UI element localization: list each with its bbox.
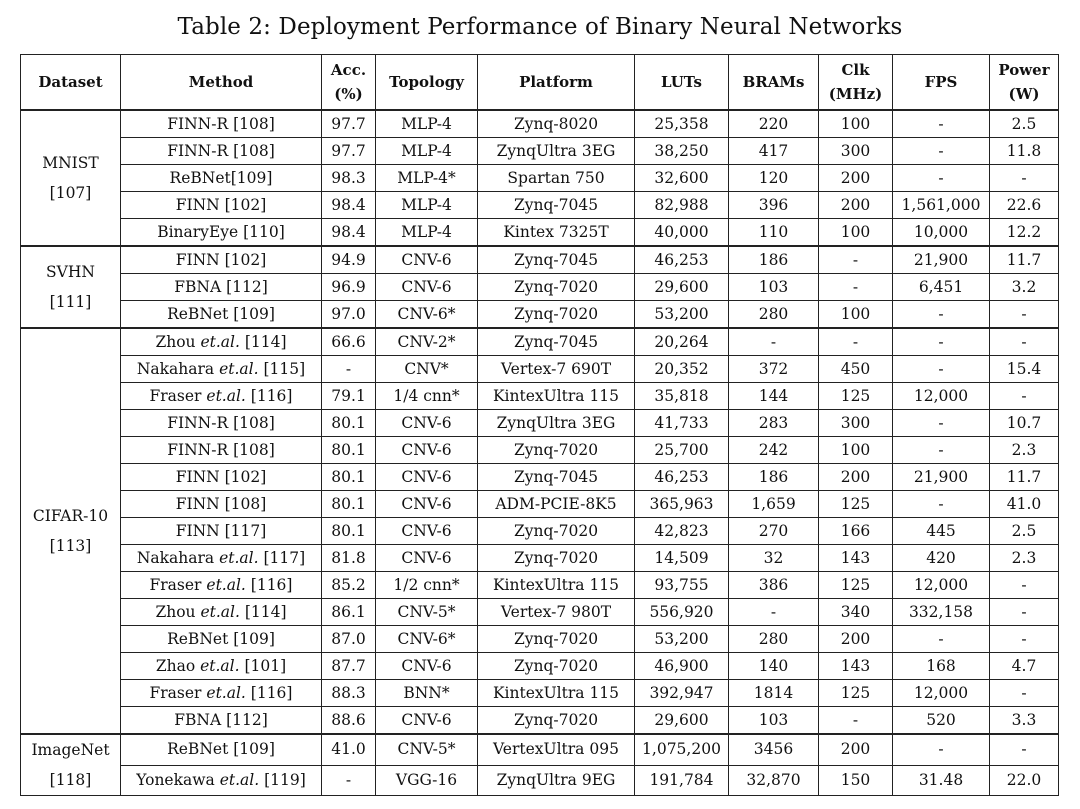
- table-row: [21, 437, 1059, 464]
- table-row: [21, 219, 1059, 247]
- cell-topology: CNV-6: [376, 545, 478, 572]
- cell-acc: 66.6: [322, 328, 376, 356]
- cell-clk: 200: [819, 734, 893, 765]
- cell-platform: KintexUltra 115: [478, 572, 635, 599]
- cell-fps: 21,900: [893, 246, 990, 274]
- cell-brams: 417: [729, 138, 819, 165]
- cell-platform: ZynqUltra 9EG: [478, 765, 635, 795]
- cell-topology: VGG-16: [376, 765, 478, 795]
- cell-acc: 98.4: [322, 219, 376, 247]
- cell-acc: 98.3: [322, 165, 376, 192]
- cell-brams: 186: [729, 246, 819, 274]
- cell-platform: Vertex-7 980T: [478, 599, 635, 626]
- cell-luts: 14,509: [635, 545, 729, 572]
- header-power-line2: (W): [1008, 85, 1040, 103]
- table-row: [21, 274, 1059, 301]
- cell-clk: 166: [819, 518, 893, 545]
- table-row: [21, 356, 1059, 383]
- cell-luts: 40,000: [635, 219, 729, 247]
- table-row: [21, 545, 1059, 572]
- cell-power: -: [990, 572, 1059, 599]
- cell-topology: 1/2 cnn*: [376, 572, 478, 599]
- cell-fps: -: [893, 734, 990, 765]
- cell-luts: 29,600: [635, 707, 729, 735]
- cell-clk: 143: [819, 545, 893, 572]
- cell-power: 22.0: [990, 765, 1059, 795]
- header-topology: Topology: [376, 55, 478, 111]
- cell-luts: 46,253: [635, 246, 729, 274]
- cell-platform: Zynq-7020: [478, 518, 635, 545]
- cell-brams: 220: [729, 110, 819, 138]
- cell-luts: 29,600: [635, 274, 729, 301]
- cell-luts: 53,200: [635, 626, 729, 653]
- cell-luts: 46,900: [635, 653, 729, 680]
- cell-method: Zhao et.al. [101]: [121, 653, 322, 680]
- cell-luts: 32,600: [635, 165, 729, 192]
- cell-topology: CNV-6: [376, 410, 478, 437]
- header-acc: [322, 55, 376, 111]
- cell-power: -: [990, 328, 1059, 356]
- dataset-citation: [118]: [49, 771, 92, 789]
- cell-luts: 1,075,200: [635, 734, 729, 765]
- cell-brams: 110: [729, 219, 819, 247]
- table-row: [21, 192, 1059, 219]
- cell-method: ReBNet [109]: [121, 734, 322, 765]
- cell-clk: 450: [819, 356, 893, 383]
- cell-power: -: [990, 383, 1059, 410]
- cell-method: ReBNet [109]: [121, 301, 322, 329]
- cell-fps: 1,561,000: [893, 192, 990, 219]
- cell-power: 2.5: [990, 518, 1059, 545]
- header-clk: [819, 55, 893, 111]
- cell-method: ReBNet [109]: [121, 626, 322, 653]
- cell-brams: 186: [729, 464, 819, 491]
- cell-method: Fraser et.al. [116]: [121, 572, 322, 599]
- cell-platform: Zynq-7020: [478, 274, 635, 301]
- cell-brams: 32,870: [729, 765, 819, 795]
- cell-method: ReBNet[109]: [121, 165, 322, 192]
- cell-topology: CNV*: [376, 356, 478, 383]
- cell-method: Fraser et.al. [116]: [121, 680, 322, 707]
- cell-clk: -: [819, 274, 893, 301]
- cell-acc: 86.1: [322, 599, 376, 626]
- cell-platform: KintexUltra 115: [478, 680, 635, 707]
- cell-fps: 168: [893, 653, 990, 680]
- cell-power: -: [990, 626, 1059, 653]
- cell-method: FINN [117]: [121, 518, 322, 545]
- dataset-cell: [21, 328, 121, 734]
- cell-method: Fraser et.al. [116]: [121, 383, 322, 410]
- cell-acc: 41.0: [322, 734, 376, 765]
- cell-method: Nakahara et.al. [115]: [121, 356, 322, 383]
- header-clk-line1: Clk: [841, 61, 870, 79]
- cell-method: FINN [108]: [121, 491, 322, 518]
- cell-brams: 144: [729, 383, 819, 410]
- dataset-citation: [113]: [49, 537, 92, 555]
- cell-acc: 80.1: [322, 437, 376, 464]
- cell-clk: 300: [819, 410, 893, 437]
- table-row: [21, 464, 1059, 491]
- header-power: [990, 55, 1059, 111]
- cell-platform: Zynq-7045: [478, 464, 635, 491]
- cell-method: FBNA [112]: [121, 707, 322, 735]
- table-row: [21, 110, 1059, 138]
- cell-power: 3.2: [990, 274, 1059, 301]
- cell-clk: -: [819, 328, 893, 356]
- table-row: [21, 707, 1059, 735]
- cell-fps: 445: [893, 518, 990, 545]
- cell-clk: -: [819, 246, 893, 274]
- cell-power: 2.3: [990, 545, 1059, 572]
- cell-brams: 270: [729, 518, 819, 545]
- cell-fps: 21,900: [893, 464, 990, 491]
- cell-acc: 85.2: [322, 572, 376, 599]
- cell-clk: 125: [819, 572, 893, 599]
- cell-fps: 420: [893, 545, 990, 572]
- cell-acc: 87.0: [322, 626, 376, 653]
- cell-fps: -: [893, 328, 990, 356]
- cell-topology: CNV-6: [376, 437, 478, 464]
- cell-clk: 200: [819, 626, 893, 653]
- cell-clk: 100: [819, 437, 893, 464]
- cell-fps: -: [893, 626, 990, 653]
- table-row: [21, 765, 1059, 795]
- cell-acc: 98.4: [322, 192, 376, 219]
- table-row: [21, 680, 1059, 707]
- table-row: [21, 410, 1059, 437]
- cell-topology: 1/4 cnn*: [376, 383, 478, 410]
- cell-fps: 10,000: [893, 219, 990, 247]
- cell-fps: -: [893, 110, 990, 138]
- cell-method: Yonekawa et.al. [119]: [121, 765, 322, 795]
- table-row: [21, 572, 1059, 599]
- cell-clk: 125: [819, 680, 893, 707]
- cell-acc: 94.9: [322, 246, 376, 274]
- cell-power: 2.5: [990, 110, 1059, 138]
- table-row: [21, 328, 1059, 356]
- cell-brams: 242: [729, 437, 819, 464]
- cell-acc: 88.3: [322, 680, 376, 707]
- table-row: [21, 383, 1059, 410]
- cell-fps: -: [893, 138, 990, 165]
- cell-acc: 97.7: [322, 110, 376, 138]
- cell-clk: 143: [819, 653, 893, 680]
- cell-topology: CNV-6: [376, 653, 478, 680]
- dataset-name: CIFAR-10: [32, 507, 109, 525]
- header-brams: BRAMs: [729, 55, 819, 111]
- dataset-citation: [107]: [49, 184, 92, 202]
- cell-topology: MLP-4: [376, 110, 478, 138]
- table-row: [21, 626, 1059, 653]
- performance-table: [20, 54, 1059, 796]
- cell-acc: 80.1: [322, 491, 376, 518]
- cell-luts: 25,700: [635, 437, 729, 464]
- header-luts: LUTs: [635, 55, 729, 111]
- cell-acc: -: [322, 356, 376, 383]
- cell-clk: 200: [819, 464, 893, 491]
- cell-topology: MLP-4: [376, 138, 478, 165]
- cell-platform: Zynq-7020: [478, 301, 635, 329]
- cell-topology: CNV-6: [376, 274, 478, 301]
- cell-acc: 97.0: [322, 301, 376, 329]
- cell-method: FINN [102]: [121, 464, 322, 491]
- cell-method: FINN-R [108]: [121, 410, 322, 437]
- cell-power: 41.0: [990, 491, 1059, 518]
- cell-power: 15.4: [990, 356, 1059, 383]
- cell-clk: 150: [819, 765, 893, 795]
- cell-brams: 280: [729, 301, 819, 329]
- dataset-name: MNIST: [42, 154, 99, 172]
- cell-acc: 96.9: [322, 274, 376, 301]
- cell-brams: 386: [729, 572, 819, 599]
- cell-fps: -: [893, 491, 990, 518]
- cell-platform: Vertex-7 690T: [478, 356, 635, 383]
- cell-fps: -: [893, 437, 990, 464]
- header-fps: FPS: [893, 55, 990, 111]
- cell-brams: -: [729, 599, 819, 626]
- cell-brams: 396: [729, 192, 819, 219]
- dataset-citation: [111]: [49, 293, 92, 311]
- cell-brams: 1814: [729, 680, 819, 707]
- header-row: [21, 55, 1059, 111]
- cell-luts: 41,733: [635, 410, 729, 437]
- cell-fps: 6,451: [893, 274, 990, 301]
- header-acc-line2: (%): [334, 85, 363, 103]
- cell-topology: CNV-6: [376, 491, 478, 518]
- cell-clk: 100: [819, 301, 893, 329]
- cell-topology: CNV-6: [376, 707, 478, 735]
- table-row: [21, 138, 1059, 165]
- cell-brams: 103: [729, 707, 819, 735]
- cell-acc: 88.6: [322, 707, 376, 735]
- table-row: [21, 491, 1059, 518]
- cell-brams: 120: [729, 165, 819, 192]
- cell-method: Zhou et.al. [114]: [121, 328, 322, 356]
- cell-topology: CNV-2*: [376, 328, 478, 356]
- header-dataset: Dataset: [21, 55, 121, 111]
- cell-luts: 20,352: [635, 356, 729, 383]
- cell-fps: -: [893, 165, 990, 192]
- cell-fps: -: [893, 301, 990, 329]
- cell-luts: 42,823: [635, 518, 729, 545]
- table-row: [21, 301, 1059, 329]
- cell-topology: CNV-6: [376, 246, 478, 274]
- cell-platform: Zynq-7045: [478, 246, 635, 274]
- cell-clk: 125: [819, 491, 893, 518]
- cell-topology: CNV-5*: [376, 734, 478, 765]
- cell-topology: CNV-5*: [376, 599, 478, 626]
- cell-luts: 556,920: [635, 599, 729, 626]
- table-row: [21, 246, 1059, 274]
- cell-luts: 25,358: [635, 110, 729, 138]
- cell-power: 22.6: [990, 192, 1059, 219]
- cell-platform: Zynq-7020: [478, 707, 635, 735]
- cell-clk: -: [819, 707, 893, 735]
- cell-brams: 32: [729, 545, 819, 572]
- cell-brams: 140: [729, 653, 819, 680]
- cell-fps: 520: [893, 707, 990, 735]
- cell-brams: 103: [729, 274, 819, 301]
- cell-power: -: [990, 680, 1059, 707]
- cell-topology: CNV-6*: [376, 626, 478, 653]
- cell-brams: 280: [729, 626, 819, 653]
- cell-platform: KintexUltra 115: [478, 383, 635, 410]
- cell-power: 10.7: [990, 410, 1059, 437]
- cell-power: 4.7: [990, 653, 1059, 680]
- cell-fps: 12,000: [893, 383, 990, 410]
- cell-luts: 38,250: [635, 138, 729, 165]
- cell-fps: -: [893, 410, 990, 437]
- header-method: Method: [121, 55, 322, 111]
- cell-luts: 392,947: [635, 680, 729, 707]
- cell-method: Zhou et.al. [114]: [121, 599, 322, 626]
- dataset-name: ImageNet: [31, 741, 110, 759]
- cell-method: FINN-R [108]: [121, 110, 322, 138]
- cell-clk: 100: [819, 219, 893, 247]
- cell-power: 12.2: [990, 219, 1059, 247]
- header-acc-line1: Acc.: [330, 61, 367, 79]
- dataset-cell: [21, 110, 121, 246]
- cell-brams: 1,659: [729, 491, 819, 518]
- cell-platform: VertexUltra 095: [478, 734, 635, 765]
- cell-power: -: [990, 599, 1059, 626]
- cell-topology: MLP-4: [376, 219, 478, 247]
- cell-topology: CNV-6: [376, 518, 478, 545]
- cell-topology: MLP-4*: [376, 165, 478, 192]
- cell-platform: Zynq-8020: [478, 110, 635, 138]
- cell-acc: 97.7: [322, 138, 376, 165]
- cell-fps: -: [893, 356, 990, 383]
- table-row: [21, 165, 1059, 192]
- cell-luts: 365,963: [635, 491, 729, 518]
- cell-acc: 80.1: [322, 410, 376, 437]
- cell-fps: 12,000: [893, 680, 990, 707]
- cell-method: FINN-R [108]: [121, 138, 322, 165]
- cell-topology: BNN*: [376, 680, 478, 707]
- table-body: [21, 110, 1059, 796]
- cell-brams: -: [729, 328, 819, 356]
- cell-platform: ZynqUltra 3EG: [478, 410, 635, 437]
- dataset-cell: [21, 734, 121, 796]
- cell-fps: 31.48: [893, 765, 990, 795]
- dataset-cell: [21, 246, 121, 328]
- cell-method: BinaryEye [110]: [121, 219, 322, 247]
- cell-platform: Spartan 750: [478, 165, 635, 192]
- header-power-line1: Power: [998, 61, 1050, 79]
- cell-acc: 79.1: [322, 383, 376, 410]
- cell-power: 11.7: [990, 464, 1059, 491]
- cell-power: 3.3: [990, 707, 1059, 735]
- cell-platform: ADM-PCIE-8K5: [478, 491, 635, 518]
- cell-luts: 53,200: [635, 301, 729, 329]
- cell-method: Nakahara et.al. [117]: [121, 545, 322, 572]
- cell-power: 2.3: [990, 437, 1059, 464]
- cell-clk: 125: [819, 383, 893, 410]
- cell-luts: 35,818: [635, 383, 729, 410]
- cell-luts: 93,755: [635, 572, 729, 599]
- cell-platform: Kintex 7325T: [478, 219, 635, 247]
- cell-acc: -: [322, 765, 376, 795]
- cell-power: -: [990, 165, 1059, 192]
- cell-luts: 46,253: [635, 464, 729, 491]
- table-row: [21, 599, 1059, 626]
- cell-acc: 80.1: [322, 464, 376, 491]
- cell-fps: 332,158: [893, 599, 990, 626]
- table-row: [21, 518, 1059, 545]
- header-platform: Platform: [478, 55, 635, 111]
- cell-brams: 372: [729, 356, 819, 383]
- cell-power: -: [990, 301, 1059, 329]
- cell-platform: Zynq-7045: [478, 192, 635, 219]
- cell-clk: 300: [819, 138, 893, 165]
- cell-fps: 12,000: [893, 572, 990, 599]
- cell-topology: CNV-6*: [376, 301, 478, 329]
- cell-luts: 20,264: [635, 328, 729, 356]
- cell-clk: 200: [819, 165, 893, 192]
- cell-platform: Zynq-7020: [478, 437, 635, 464]
- dataset-name: SVHN: [46, 263, 95, 281]
- cell-method: FINN [102]: [121, 246, 322, 274]
- cell-brams: 283: [729, 410, 819, 437]
- cell-acc: 80.1: [322, 518, 376, 545]
- table-row: [21, 653, 1059, 680]
- cell-power: 11.8: [990, 138, 1059, 165]
- cell-clk: 200: [819, 192, 893, 219]
- cell-luts: 191,784: [635, 765, 729, 795]
- cell-clk: 100: [819, 110, 893, 138]
- cell-acc: 87.7: [322, 653, 376, 680]
- cell-platform: Zynq-7020: [478, 545, 635, 572]
- cell-topology: MLP-4: [376, 192, 478, 219]
- cell-method: FBNA [112]: [121, 274, 322, 301]
- cell-method: FINN [102]: [121, 192, 322, 219]
- cell-platform: ZynqUltra 3EG: [478, 138, 635, 165]
- cell-acc: 81.8: [322, 545, 376, 572]
- cell-method: FINN-R [108]: [121, 437, 322, 464]
- cell-platform: Zynq-7020: [478, 626, 635, 653]
- cell-clk: 340: [819, 599, 893, 626]
- cell-topology: CNV-6: [376, 464, 478, 491]
- cell-power: -: [990, 734, 1059, 765]
- cell-platform: Zynq-7020: [478, 653, 635, 680]
- cell-luts: 82,988: [635, 192, 729, 219]
- cell-power: 11.7: [990, 246, 1059, 274]
- table-caption: Table 2: Deployment Performance of Binary Neural Networks: [177, 14, 903, 40]
- cell-brams: 3456: [729, 734, 819, 765]
- cell-platform: Zynq-7045: [478, 328, 635, 356]
- table-row: [21, 734, 1059, 765]
- header-clk-line2: (MHz): [828, 85, 883, 103]
